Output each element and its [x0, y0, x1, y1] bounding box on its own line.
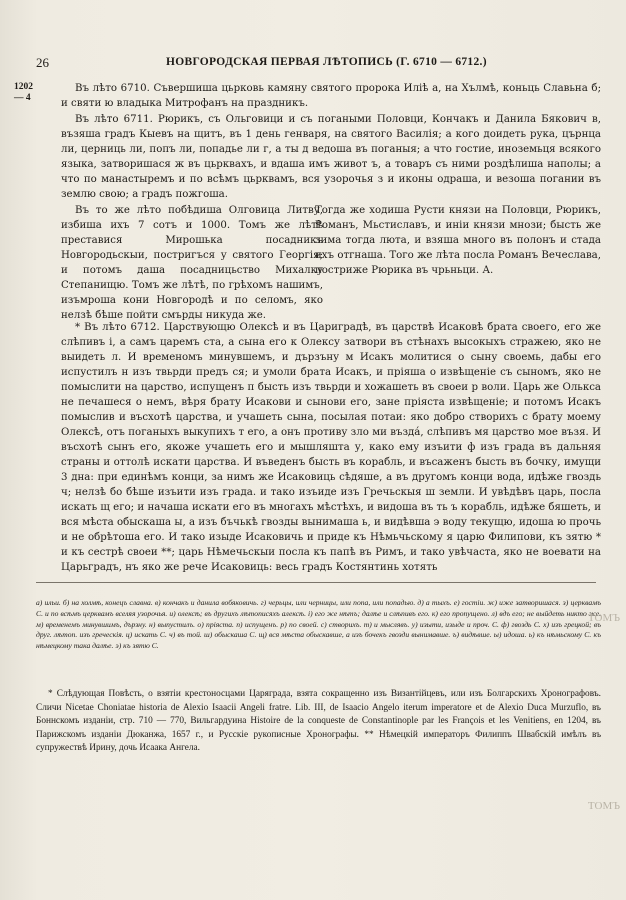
- paragraph-6712: * Въ лѣто 6712. Царствующю Олексѣ и въ Цариградѣ, въ царствѣ Исаковѣ брата своего, его же слѣпивъ і, а самъ царемъ ста, а сына его к Олексу затвори въ стѣнахъ высокыхъ стражею, яко не выидеть л. И временомъ минувшемъ, и дързъну м Исакъ молитися о сыну своемь, дабы его испустилъ н изъ твьрди предъ ся; и умоли брата Исакъ, и прiяша о извѣщенiе съ сыномъ, яко не помыслити на царство, испущенъ п бысть изъ твьрди и хожашеть въ своеи р воли. Царь же Олькса не печашеся о немъ, вѣря брату Исакови и сынови его, зане прiяста извѣщенiе; и потомъ Исакъ помыслив и въсхотѣ царства, и учашеть сына, посылая потаи: яко добро створихъ с брату моему Олексѣ, отъ поганыхъ выкупихъ т его, а онъ противу зло ми въздá, слѣпивъ мя царство мое възя. И въсхотѣ сынъ его, якоже учашеть его и мышляшта у, како ему изъити ф изъ града въ дальняя страны и оттолѣ искати царства. И въведенъ бысть въ корабль, и въсаженъ бысть въ бочку, имущи 3 дна: при единѣмъ конци, за нимъ же Исаковиць сѣдяше, а въ другомъ конци вода, идѣже гвоздь ч; нелзѣ бо бѣше изъити изъ града. и тако изъиде изъ Гречьскыя ш земли. И увѣдѣвъ царь, посла искать щ его; и начаша искати его въ многахъ мѣстѣхъ, и видоша въ ть ъ корабль, идѣже бяшеть, и вся мѣста обыскаша ы, а изъ бъчькѣ гвозды вынимаша ь, и видѣвша э воду текущю, идоша ю прочь и не обрѣтоша его. И тако изыде Исаковичь и приде къ Нѣмьчьскому я царю Филипови, къ зятю * и къ сестрѣ своеи **; царь Нѣмечьскыи посла къ папѣ въ Римъ, и тако увѣчаста, яко не воевати на Царьградъ, нъ яко же рече Исаковиць: весь градъ Костянтинь хотять: [61, 322, 601, 573]
- footnote-divider: [36, 582, 596, 583]
- margin-year: 1202: [14, 82, 33, 92]
- margin-year-note: [14, 82, 33, 104]
- bleed-through-text-lower: ТОМЪ: [587, 800, 620, 812]
- bleed-through-text: ТОМЪ: [587, 612, 620, 624]
- running-title: НОВГОРОДСКАЯ ПЕРВАЯ ЛѢТОПИСЬ (Г. 6710 — 6712.): [166, 56, 487, 68]
- variant-readings-footnotes: а) ильи. б) на холмѣ, конецъ славна. в) кончакъ и данила вобяковичь. г) черьцы, или черницы, или попа, или попадью. д) а тыхъ. е) гостіи. ж) иже затворишася. з) церквамъ С. и по всѣмъ церквамъ вселяя узорочья. и) олексѣ; въ другихъ лѣтописяхъ алексѣ. і) его же нѣтъ; далѣе и слѣпивъ его. к) его пропущено. л) вдъ его; не выйдеть никто же. м) временемъ минувшимъ, дързну. н) выпустилъ. о) прiяста. п) испущенъ. р) по своей. с) створихъ. т) и мыслявъ. у) изыти, изыде и проч. С. ф) гвоздь С. х) изъ грецкой; въ друг. лѣтоп. изъ греческія. ц) искать С. ч) въ той. ш) обыскаша С. щ) вся мѣста обыскавше, а изъ бочекъ гвозди вынимавше. ъ) видѣвше. ы) идоша. ь) къ нѣмьскому С. къ нѣмецкому така далѣе. э) къ зятю С.: [36, 598, 601, 651]
- paragraph-6710: Въ лѣто 6710. Съвершиша цьрковь камяну святого пророка Илiѣ а, на Хълмѣ, коньць Славьна б; и святи ю владыка Митрофанъ на праздникъ.: [61, 83, 601, 109]
- page-header: [36, 55, 596, 73]
- editor-note: * Слѣдующая Повѣсть, о взятіи крестоносцами Царяграда, взята сокращенно изъ Византійцевъ, или изъ Болгарскихъ Хронографовъ. Сличи Nicetae Choniatae historia de Alexio Isaacii Angeli fratre. Lib. III, de Isaacio Angelo iterum imperatore et de Alexio Duca Murzuflo, въ Боннскомъ изданіи, стр. 710 — 770, Вильгардуина Histoire de la conqueste de Constantinople par les François et les Venitiens, en 1204, въ Парижскомъ изданіи Дюканжа, 1657 г., и Русскіе рукописные Хронографы. ** Нѣмецкій императоръ Филиппъ Швабскій имѣлъ въ супружествѣ Ирину, дочь Исаака Ангела.: [36, 689, 601, 754]
- column-right: Тогда же ходиша Русти князи на Половци, Рюрикъ, Романъ, Мьстиславъ, и инiи князи мнози; бысть же зима тогда люта, и взяша много въ полонъ и стада ихъ отгнаша. Того же лѣта посла Романъ Вечеслава, постриже Рюрика въ чрьньци. А.: [315, 205, 601, 276]
- column-left: Въ то же лѣто побѣдиша Олговица Литву, избиша ихъ 7 сотъ и 1000. Томъ же лѣтѣ преставися Мирошька посадникъ Новгородьскыи, постригъся у святого Георгiя; и потомъ даша посадницьство Михалку Степанищю. Томъ же лѣтѣ, по грѣхомъ нашимъ, изъмроша кони Новгородѣ и по селомъ, яко нелзѣ бѣше пойти смърды никуда же.: [61, 205, 323, 321]
- margin-year-range: — 4: [14, 93, 31, 103]
- page-number: 26: [36, 55, 49, 70]
- paragraph-6711: Въ лѣто 6711. Рюрикъ, съ Ольговици и съ погаными Половци, Кончакъ и Данила Бякович в, възяша градъ Кыевъ на щитъ, въ 1 день генваря, на святого Василiя; а кого доидеть рука, църнца ли, церниць ли, попъ ли, попадье ли г, а ты д ведоша въ поганыя; а что гостие, иноземьця всякого языка, затворишася ж въ цьрквахъ, и вдаша имъ живот ъ, а товаръ съ ними роздѣлиша наполы; а что по манастыремъ и по всѣмъ цьрквамъ, вся узорочья з и иконы одраша, и везоша погании въ землю свою; а градъ пожгоша.: [61, 114, 601, 200]
